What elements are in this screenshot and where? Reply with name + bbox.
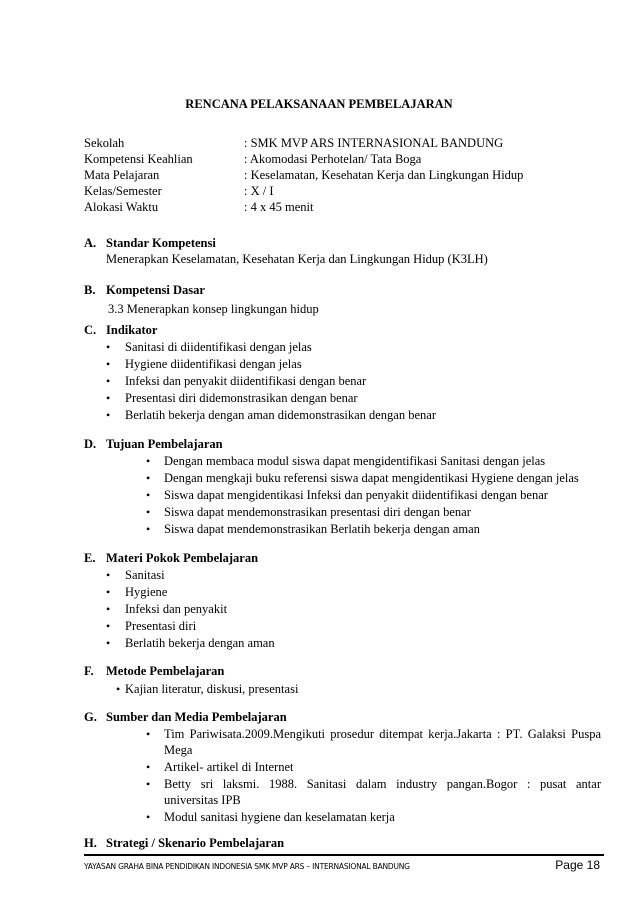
bullet-icon: • [106,585,111,599]
section-title: Metode Pembelajaran [106,664,225,678]
section-heading [84,235,216,251]
list-item: Sanitasi [125,568,165,582]
meta-label: Kelas/Semester [84,184,162,198]
list-item: Tim Pariwisata.2009.Mengikuti prosedur ditempat kerja.Jakarta : PT. Galaksi Puspa [164,727,601,741]
bullet-icon: • [146,777,151,791]
list-item: Presentasi diri didemonstrasikan dengan benar [125,391,358,405]
bullet-icon: • [106,619,111,633]
section-letter: B. [84,283,96,297]
bullet-icon: • [146,760,151,774]
list-item: Hygiene [125,585,168,599]
list-item: Dengan membaca modul siswa dapat mengidentifikasi Sanitasi dengan jelas [164,454,546,468]
bullet-icon: • [106,602,111,616]
footer-divider [84,854,604,856]
section-title: Strategi / Skenario Pembelajaran [106,836,285,850]
meta-label: Alokasi Waktu [84,200,159,214]
list-item: Dengan mengkaji buku referensi siswa dapat mengidentikasi Hygiene dengan jelas [164,471,579,485]
list-item: Modul sanitasi hygiene dan keselamatan kerja [164,810,395,824]
bullet-icon: • [146,505,151,519]
bullet-icon: • [146,454,151,468]
section-letter: E. [84,551,96,565]
list-item: Artikel- artikel di Internet [164,760,294,774]
section-letter: G. [84,710,97,724]
list-item: Hygiene diidentifikasi dengan jelas [125,357,302,371]
list-item: Siswa dapat mengidentikasi Infeksi dan penyakit diidentifikasi dengan benar [164,488,548,502]
list-item: Sanitasi di diidentifikasi dengan jelas [125,340,312,354]
document-title: RENCANA PELAKSANAAN PEMBELAJARAN [185,97,453,111]
page-number: Page 18 [555,858,600,872]
bullet-icon: • [106,568,111,582]
list-item-continuation: Mega [164,743,193,757]
section-heading [84,550,258,566]
section-title: Sumber dan Media Pembelajaran [106,710,287,724]
bullet-icon: • [106,408,111,422]
bullet-icon: • [106,374,111,388]
list-item: Siswa dapat mendemonstrasikan presentasi diri dengan benar [164,505,471,519]
bullet-icon: • [146,522,151,536]
bullet-icon: • [106,340,111,354]
bullet-icon: • [116,682,121,696]
list-item: Berlatih bekerja dengan aman didemonstrasikan dengan benar [125,408,436,422]
bullet-icon: • [146,727,151,741]
meta-label: Kompetensi Keahlian [84,152,193,166]
section-heading [84,835,284,851]
footer-institution: YAYASAN GRAHA BINA PENDIDIKAN INDONESIA SMK MVP ARS – INTERNASIONAL BANDUNG [84,862,410,871]
section-letter: C. [84,323,97,337]
meta-label: Sekolah [84,136,125,150]
bullet-icon: • [146,810,151,824]
bullet-icon: • [106,636,111,650]
list-item: Infeksi dan penyakit diidentifikasi dengan benar [125,374,367,388]
section-text: Menerapkan Keselamatan, Kesehatan Kerja dan Lingkungan Hidup (K3LH) [106,252,488,266]
section-letter: A. [84,236,97,250]
meta-value: : SMK MVP ARS INTERNASIONAL BANDUNG [244,136,504,150]
list-item: Infeksi dan penyakit [125,602,228,616]
meta-label: Mata Pelajaran [84,168,160,182]
section-letter: H. [84,836,97,850]
bullet-icon: • [146,488,151,502]
section-letter: D. [84,437,97,451]
list-item: Betty sri laksmi. 1988. Sanitasi dalam industry pangan.Bogor : pusat antar [164,777,601,791]
list-item: Kajian literatur, diskusi, presentasi [125,682,299,696]
meta-value: : X / I [244,184,274,198]
section-heading [84,709,287,725]
section-title: Materi Pokok Pembelajaran [106,551,259,565]
list-item: Presentasi diri [125,619,197,633]
section-title: Tujuan Pembelajaran [106,437,223,451]
section-title: Kompetensi Dasar [106,283,205,297]
section-heading [84,436,223,452]
list-item: Berlatih bekerja dengan aman [125,636,275,650]
section-letter: F. [84,664,94,678]
bullet-icon: • [106,391,111,405]
meta-value: : Akomodasi Perhotelan/ Tata Boga [244,152,422,166]
bullet-icon: • [106,357,111,371]
section-heading [84,322,157,338]
list-item-continuation: universitas IPB [164,793,241,807]
list-item: Siswa dapat mendemonstrasikan Berlatih bekerja dengan aman [164,522,480,536]
section-heading [84,282,205,298]
meta-value: : 4 x 45 menit [244,200,314,214]
section-heading [84,663,224,679]
bullet-icon: • [146,471,151,485]
section-title: Indikator [106,323,158,337]
section-title: Standar Kompetensi [106,236,216,250]
section-text: 3.3 Menerapkan konsep lingkungan hidup [108,302,319,316]
meta-value: : Keselamatan, Kesehatan Kerja dan Lingkungan Hidup [244,168,524,182]
